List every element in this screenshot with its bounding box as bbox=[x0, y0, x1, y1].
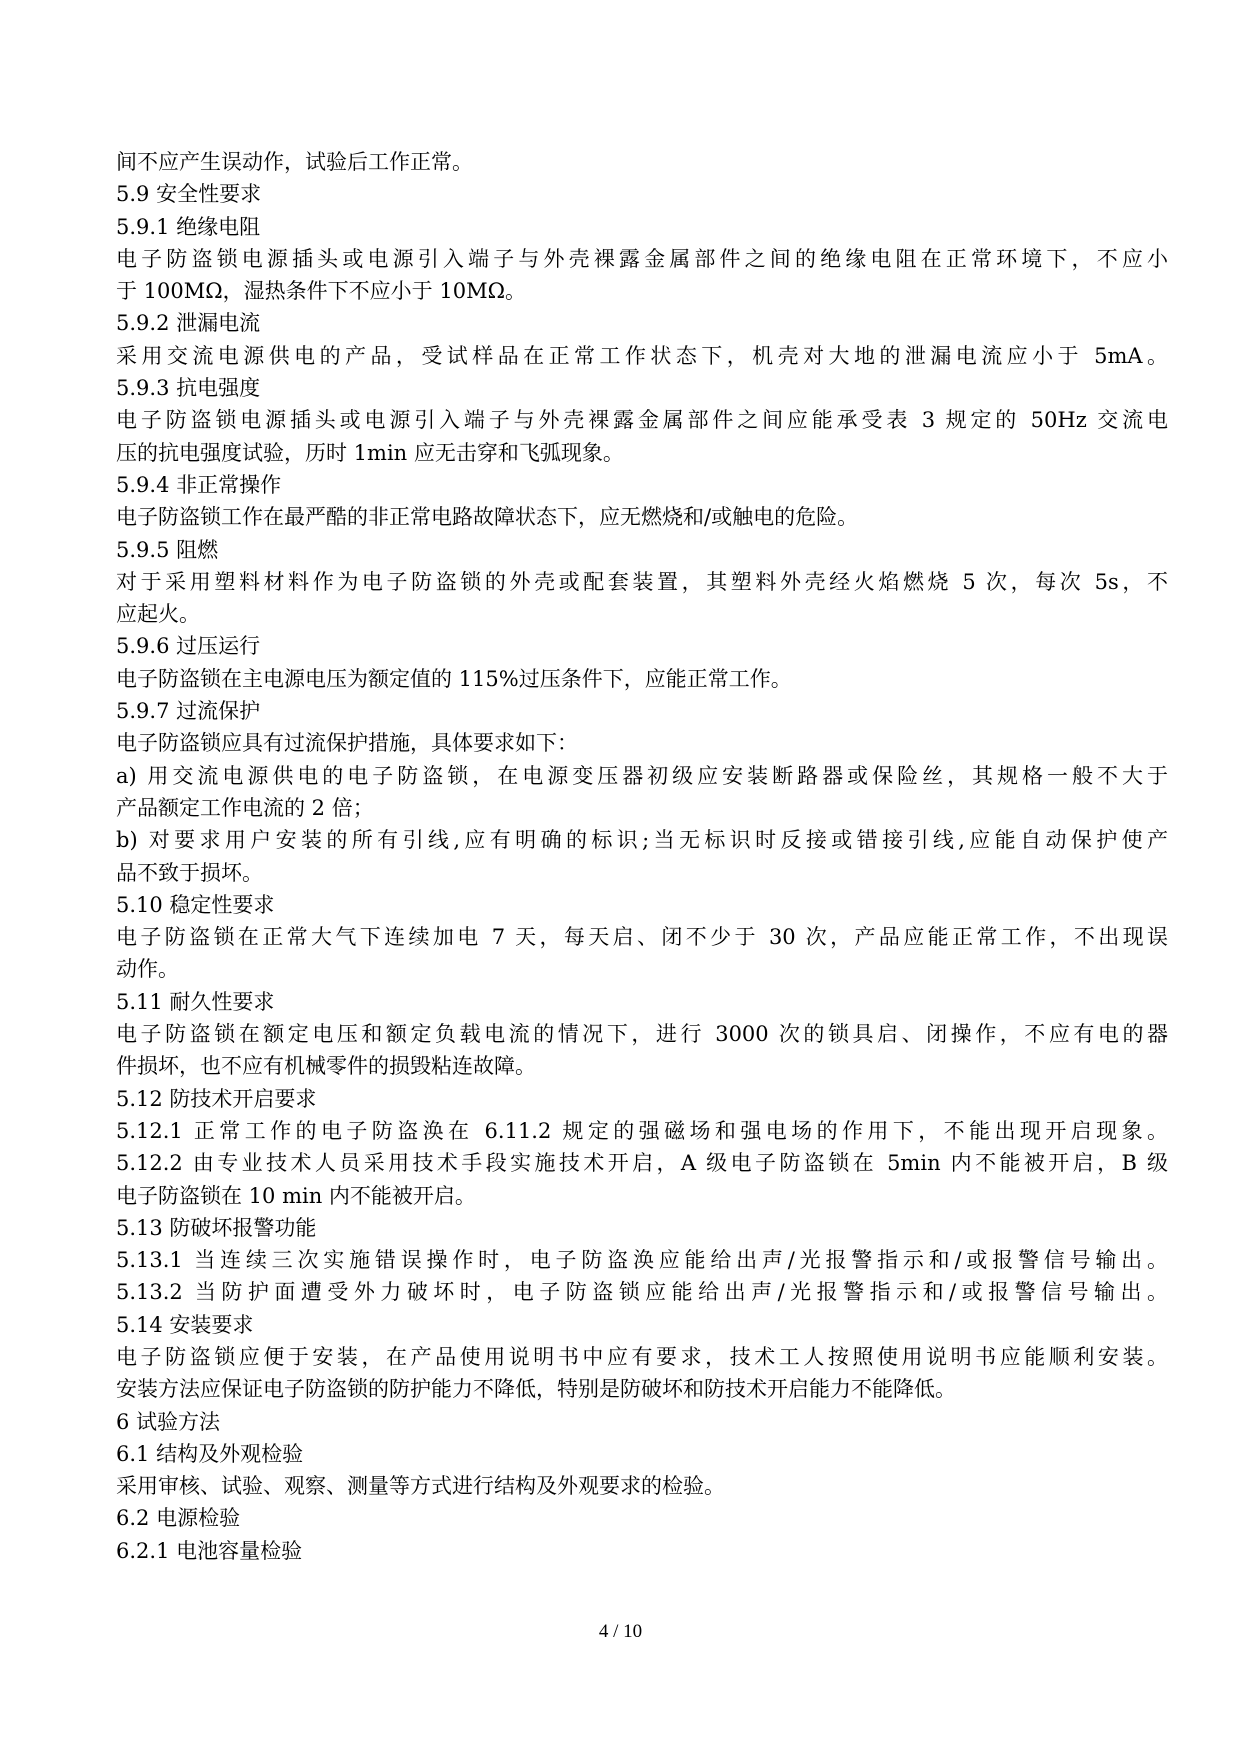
section-heading: 6.2 电源检验 bbox=[116, 1506, 241, 1531]
text-line: 5.13.2 当防护面遭受外力破坏时，电子防盗锁应能给出声/光报警指示和/或报警信号输出。 bbox=[116, 1280, 1168, 1305]
section-heading: 5.9.1 绝缘电阻 bbox=[116, 214, 261, 239]
section-heading: 6.2.1 电池容量检验 bbox=[116, 1538, 303, 1563]
text-line: b) 对要求用户安装的所有引线,应有明确的标识;当无标识时反接或错接引线,应能自动保护使产 bbox=[116, 828, 1168, 853]
section-heading: 5.9.3 抗电强度 bbox=[116, 376, 261, 401]
section-heading: 5.13 防破坏报警功能 bbox=[116, 1215, 317, 1240]
section-heading: 5.9.7 过流保护 bbox=[116, 699, 261, 724]
text-line: 对于采用塑料材料作为电子防盗锁的外壳或配套装置，其塑料外壳经火焰燃烧 5 次，每次 5s，不 bbox=[116, 569, 1168, 594]
text-line: 电子防盗锁在主电源电压为额定值的 115%过压条件下，应能正常工作。 bbox=[116, 666, 792, 691]
text-line: 电子防盗锁应具有过流保护措施，具体要求如下： bbox=[116, 731, 578, 756]
section-heading: 6 试验方法 bbox=[116, 1409, 221, 1434]
section-heading: 5.9.5 阻燃 bbox=[116, 537, 219, 562]
text-line: 电子防盗锁在额定电压和额定负载电流的情况下，进行 3000 次的锁具启、闭操作，不应有电的器 bbox=[116, 1022, 1168, 1047]
section-heading: 6.1 结构及外观检验 bbox=[116, 1441, 304, 1466]
text-line: 于 100MΩ，湿热条件下不应小于 10MΩ。 bbox=[116, 279, 526, 304]
text-line: 电子防盗锁工作在最严酷的非正常电路故障状态下，应无燃烧和/或触电的危险。 bbox=[116, 505, 859, 530]
text-line: 电子防盗锁电源插头或电源引入端子与外壳裸露金属部件之间应能承受表 3 规定的 50Hz 交流电 bbox=[116, 408, 1168, 433]
text-line: 采用交流电源供电的产品，受试样品在正常工作状态下，机壳对大地的泄漏电流应小于 5mA。 bbox=[116, 343, 1168, 368]
text-line: 品不致于损坏。 bbox=[116, 860, 263, 885]
section-heading: 5.9.2 泄漏电流 bbox=[116, 311, 261, 336]
text-line: 电子防盗锁电源插头或电源引入端子与外壳裸露金属部件之间的绝缘电阻在正常环境下，不应小 bbox=[116, 246, 1168, 271]
section-heading: 5.9.4 非正常操作 bbox=[116, 472, 282, 497]
text-line: 电子防盗锁在 10 min 内不能被开启。 bbox=[116, 1183, 476, 1208]
section-heading: 5.11 耐久性要求 bbox=[116, 989, 275, 1014]
text-line: a) 用交流电源供电的电子防盗锁，在电源变压器初级应安装断路器或保险丝，其规格一般不大于 bbox=[116, 763, 1168, 788]
text-line: 间不应产生误动作，试验后工作正常。 bbox=[116, 150, 473, 174]
text-line: 采用审核、试验、观察、测量等方式进行结构及外观要求的检验。 bbox=[116, 1474, 725, 1499]
text-line: 5.13.1 当连续三次实施错误操作时，电子防盗涣应能给出声/光报警指示和/或报警信号输出。 bbox=[116, 1248, 1168, 1273]
section-heading: 5.9.6 过压运行 bbox=[116, 634, 261, 659]
section-heading: 5.14 安装要求 bbox=[116, 1312, 254, 1337]
text-line: 5.12.1 正常工作的电子防盗涣在 6.11.2 规定的强磁场和强电场的作用下，不能出现开启现象。 bbox=[116, 1118, 1168, 1143]
text-line: 应起火。 bbox=[116, 602, 200, 627]
text-line: 产品额定工作电流的 2 倍； bbox=[116, 795, 374, 820]
text-line: 电子防盗锁在正常大气下连续加电 7 天，每天启、闭不少于 30 次，产品应能正常工作，不出现误 bbox=[116, 925, 1168, 950]
document-body bbox=[116, 146, 1168, 1567]
section-heading: 5.12 防技术开启要求 bbox=[116, 1086, 317, 1111]
text-line: 动作。 bbox=[116, 957, 179, 982]
section-heading: 5.9 安全性要求 bbox=[116, 182, 262, 207]
text-line: 5.12.2 由专业技术人员采用技术手段实施技术开启，A 级电子防盗锁在 5min 内不能被开启，B 级 bbox=[116, 1151, 1168, 1176]
section-heading: 5.10 稳定性要求 bbox=[116, 892, 275, 917]
text-line: 电子防盗锁应便于安装，在产品使用说明书中应有要求，技术工人按照使用说明书应能顺利安装。 bbox=[116, 1344, 1168, 1369]
text-line: 压的抗电强度试验，历时 1min 应无击穿和飞弧现象。 bbox=[116, 440, 624, 465]
page-number: 4 / 10 bbox=[598, 1621, 643, 1642]
text-line: 件损坏，也不应有机械零件的损毁粘连故障。 bbox=[116, 1054, 536, 1079]
text-line: 安装方法应保证电子防盗锁的防护能力不降低，特别是防破坏和防技术开启能力不能降低。 bbox=[116, 1377, 956, 1402]
